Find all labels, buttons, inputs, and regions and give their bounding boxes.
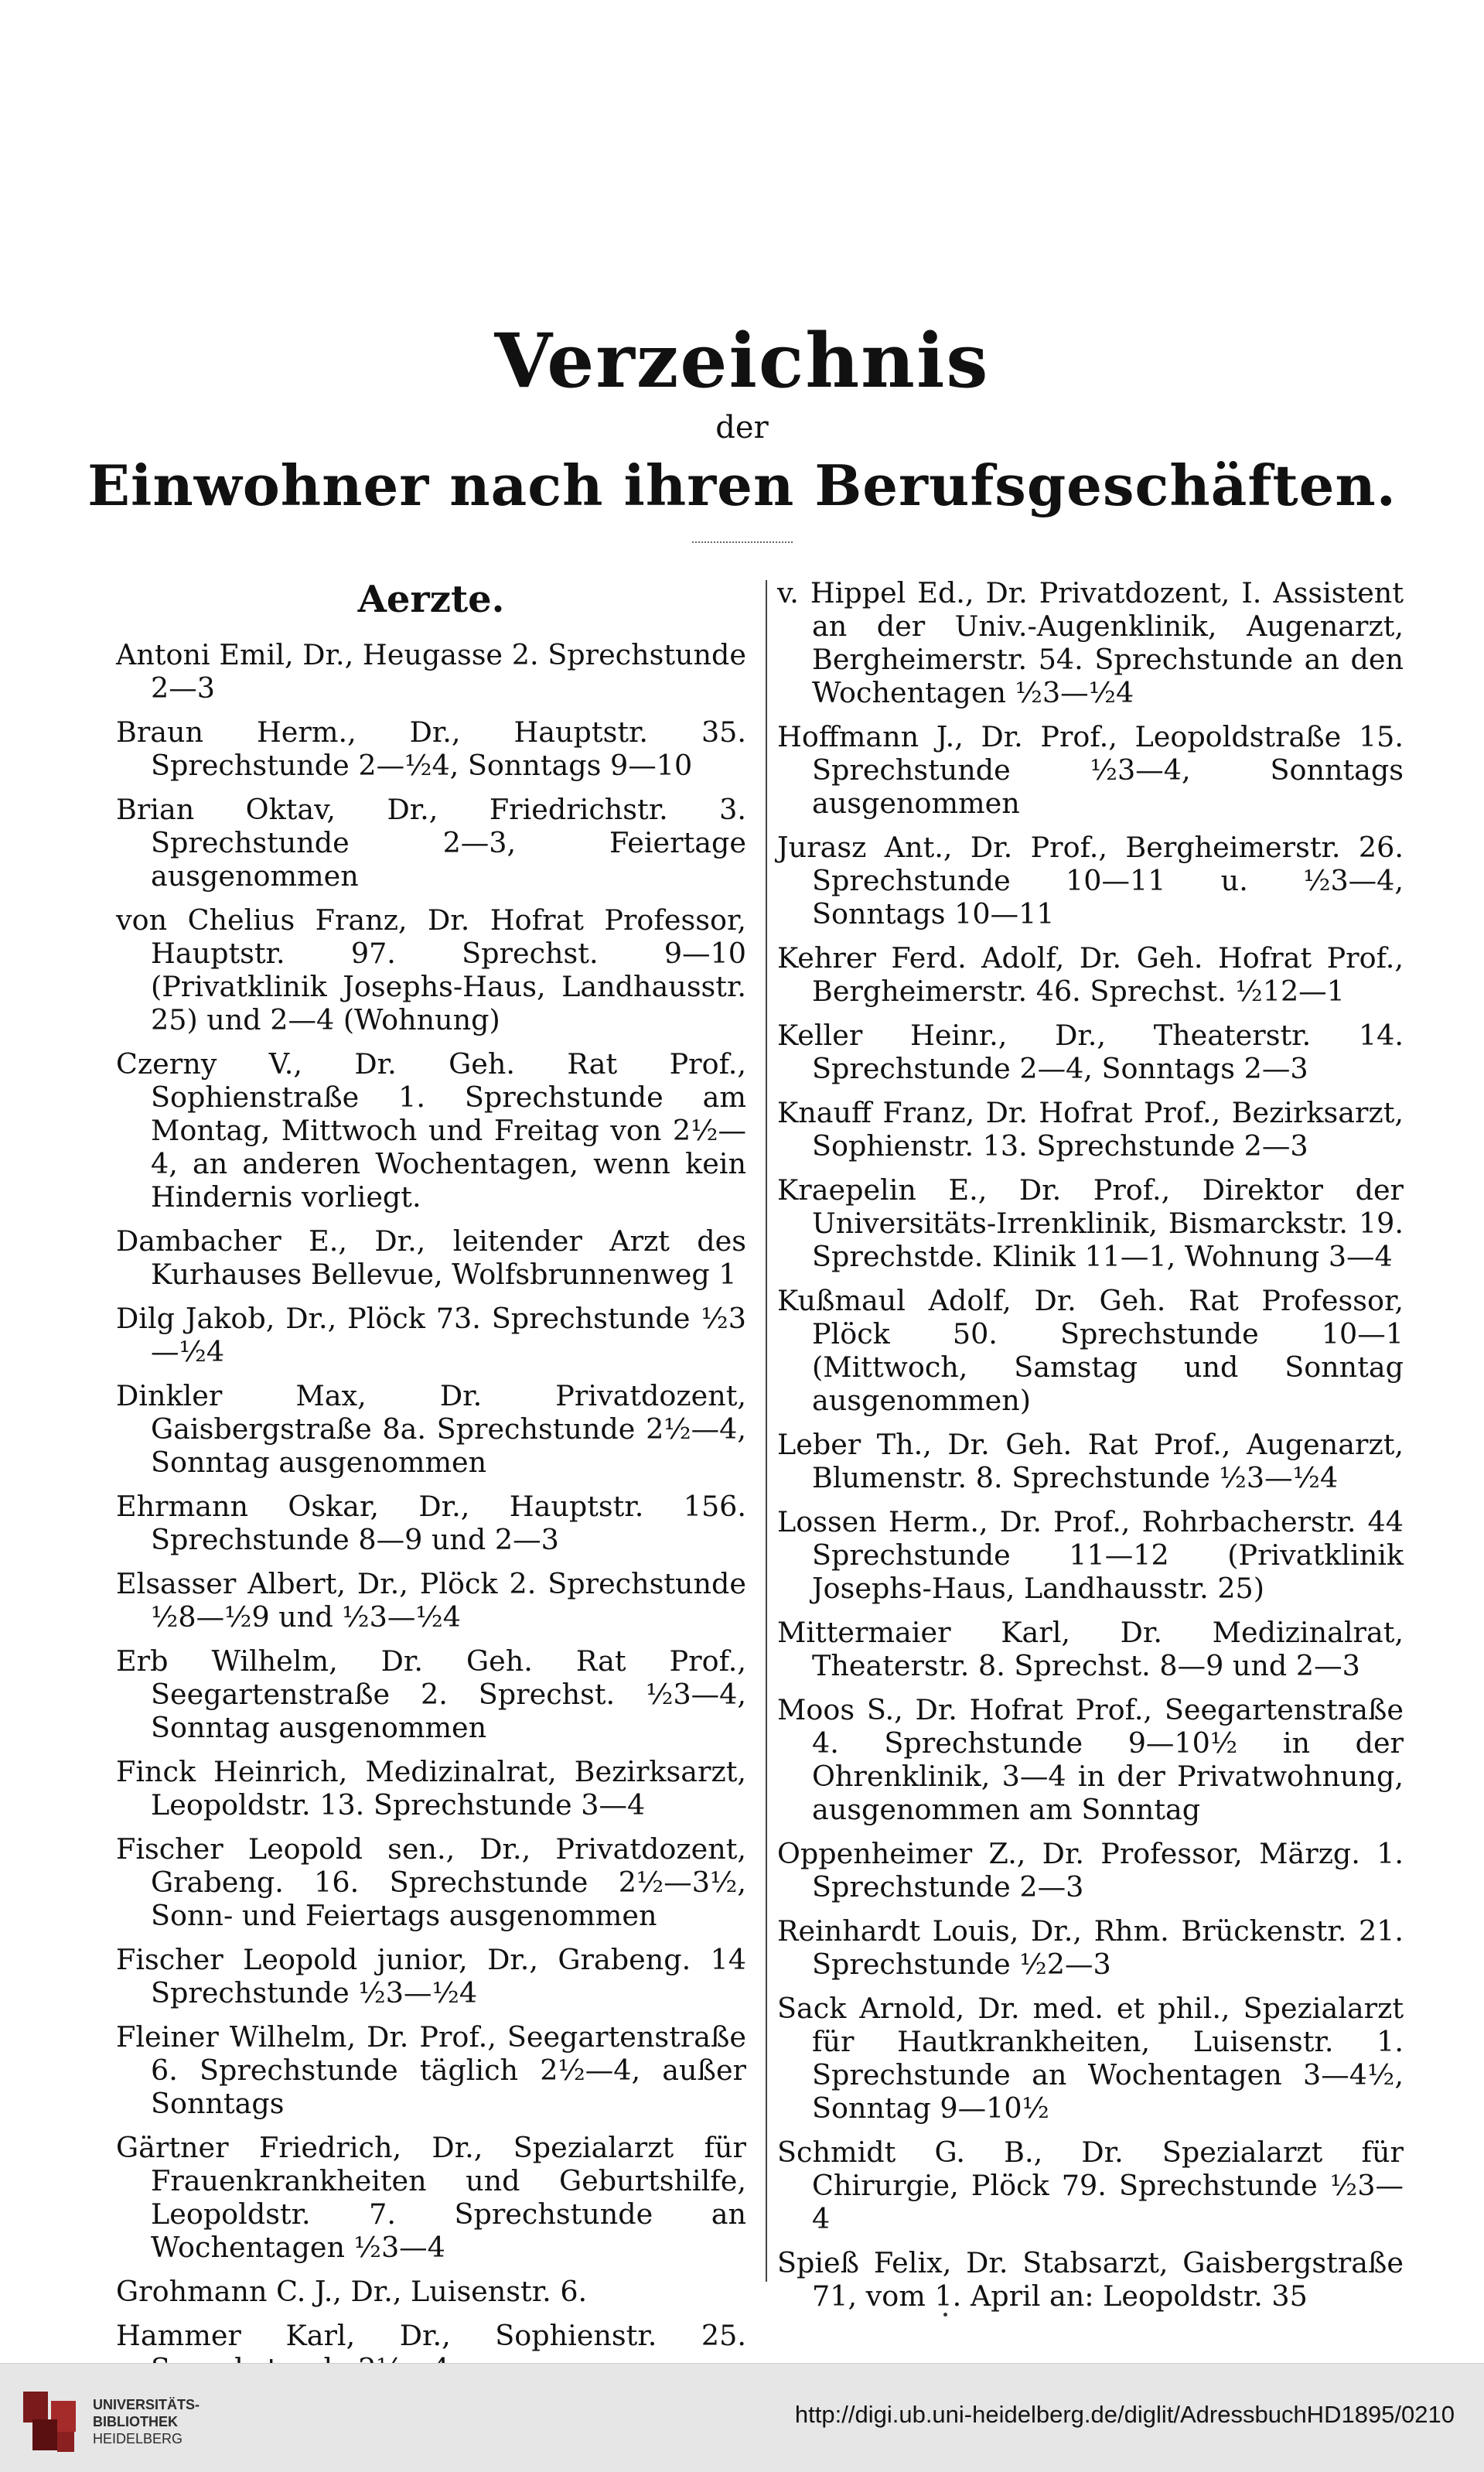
- directory-entry: [116, 903, 746, 1036]
- university-library-logo-icon: [17, 2385, 87, 2459]
- entry-name: Schmidt G. B., Dr.: [777, 2136, 1124, 2169]
- directory-entry: [777, 1992, 1404, 2125]
- entry-details: Plöck 50. Sprechstunde 10—1 (Mittwoch, Samstag und Sonntag ausgenommen): [812, 1317, 1404, 1417]
- entry-details: Heugasse 2. Sprechstunde 2—3: [151, 638, 746, 705]
- entry-name: Reinhardt Louis, Dr.,: [777, 1914, 1082, 1948]
- entry-name: Antoni Emil, Dr.,: [116, 638, 354, 671]
- entry-details: Plöck 2. Sprechstunde ½8—½9 und ½3—½4: [151, 1567, 747, 1634]
- entry-name: Dinkler Max, Dr. Privatdozent,: [116, 1379, 746, 1412]
- entry-details: Märzg. 1. Sprechstunde 2—3: [812, 1837, 1404, 1904]
- entry-name: Ehrmann Oskar, Dr.,: [116, 1490, 470, 1523]
- directory-entry: [777, 1505, 1404, 1605]
- entry-name: Sack Arnold, Dr. med. et phil.,: [777, 1992, 1230, 2025]
- entry-details: Hauptstr. 35. Sprechstunde 2—½4, Sonntags 9—10: [151, 715, 746, 782]
- directory-entry: [777, 720, 1404, 820]
- entry-details: Hauptstr. 156. Sprechstunde 8—9 und 2—3: [151, 1490, 746, 1556]
- entry-name: Grohmann C. J., Dr.,: [116, 2275, 402, 2308]
- directory-entry: [116, 1755, 746, 1822]
- entry-details: Bergheimerstr. 46. Sprechst. ½12—1: [812, 975, 1345, 1008]
- directory-entry: [777, 1173, 1404, 1273]
- entry-name: Knauff Franz, Dr. Hofrat Prof.,: [777, 1096, 1221, 1129]
- entry-details: Bergheimerstr. 26. Sprechstunde 10—11 u. ½3—4, Sonntags 10—11: [812, 831, 1404, 930]
- entry-details: Sophienstraße 1. Sprechstunde am Montag, Mittwoch und Freitag von 2½—4, an anderen Wochentagen, wenn kein Hindernis vorliegt.: [151, 1081, 746, 1214]
- directory-entry: [777, 1693, 1404, 1826]
- directory-entry: [777, 1428, 1404, 1494]
- entry-details: Grabeng. 14 Sprechstunde ½3—½4: [151, 1943, 747, 2009]
- entry-name: Finck Heinrich,: [116, 1755, 348, 1788]
- directory-entry: [116, 2020, 746, 2120]
- entry-name: Kehrer Ferd. Adolf, Dr. Geh. Hofrat Prof.,: [777, 941, 1404, 975]
- directory-entry: [116, 1943, 746, 2009]
- footer-bar: [0, 2363, 1484, 2472]
- entry-name: v. Hippel Ed., Dr.: [777, 576, 1028, 609]
- entry-name: Dambacher E., Dr.,: [116, 1224, 426, 1258]
- entry-details: Augenarzt, Blumenstr. 8. Sprechstunde ½3—½4: [812, 1428, 1404, 1494]
- directory-entry: [116, 638, 746, 705]
- page-subtitle-small: der: [715, 410, 769, 446]
- directory-entry: [116, 793, 746, 893]
- entry-details: Rohrbacherstr. 44 Sprechstunde 11—12 (Privatklinik Josephs-Haus, Landhausstr. 25): [812, 1505, 1404, 1605]
- entry-name: Gärtner Friedrich, Dr.,: [116, 2131, 483, 2164]
- page-subtitle: Einwohner nach ihren Berufsgeschäften.: [87, 452, 1397, 518]
- entry-name: Hammer Karl, Dr.,: [116, 2319, 451, 2352]
- directory-entry: [777, 1837, 1404, 1904]
- left-entry-list: [116, 638, 746, 2385]
- entry-details: Bezirksarzt, Sophienstr. 13. Sprechstunde 2—3: [812, 1096, 1404, 1163]
- directory-entry: [116, 715, 746, 782]
- entry-details: Luisenstr. 6.: [411, 2275, 588, 2308]
- entry-name: Kraepelin E., Dr. Prof.,: [777, 1173, 1171, 1207]
- entry-details: Leopoldstraße 15. Sprechstunde ½3—4, Sonntags ausgenommen: [812, 720, 1404, 820]
- right-entry-list: [777, 576, 1404, 2313]
- entry-details: Stabsarzt, Gaisbergstraße 71, vom 1. April an: Leopoldstr. 35: [812, 2246, 1404, 2313]
- directory-entry: [777, 2136, 1404, 2235]
- entry-name: Braun Herm., Dr.,: [116, 715, 461, 749]
- directory-entry: [777, 1914, 1404, 1981]
- entry-name: Mittermaier Karl, Dr.: [777, 1616, 1162, 1649]
- directory-entry: [777, 831, 1404, 930]
- directory-entry: [116, 1644, 746, 1744]
- entry-name: Hoffmann J., Dr. Prof.,: [777, 720, 1117, 753]
- entry-details: Spezialarzt für Hautkrankheiten, Luisenstr. 1. Sprechstunde an Wochentagen 3—4½, Sonntag 9—10½: [812, 1992, 1404, 2125]
- entry-details: Plöck 73. Sprechstunde ½3—½4: [151, 1302, 746, 1368]
- entry-details: leitender Arzt des Kurhauses Bellevue, Wolfsbrunnenweg 1: [151, 1224, 746, 1291]
- entry-details: Privatdozent, Grabeng. 16. Sprechstunde 2½—3½, Sonn- und Feiertags ausgenommen: [151, 1832, 746, 1932]
- directory-entry: [777, 1096, 1404, 1163]
- entry-name: von Chelius Franz, Dr. Hofrat Professor,: [116, 903, 746, 937]
- entry-details: Spezialarzt für Frauenkrankheiten und Geburtshilfe, Leopoldstr. 7. Sprechstunde an Wochentagen ½3—4: [151, 2131, 746, 2264]
- directory-entry: [116, 1832, 746, 1932]
- directory-entry: [116, 2275, 746, 2308]
- entry-details: Rhm. Brückenstr. 21. Sprechstunde ½2—3: [812, 1914, 1404, 1981]
- entry-details: Friedrichstr. 3. Sprechstunde 2—3, Feiertage ausgenommen: [151, 793, 746, 893]
- entry-details: Seegartenstraße 2. Sprechst. ½3—4, Sonntag ausgenommen: [151, 1678, 746, 1744]
- entry-details: Gaisbergstraße 8a. Sprechstunde 2½—4, Sonntag ausgenommen: [151, 1412, 746, 1479]
- right-column: [777, 576, 1404, 2323]
- directory-entry: [777, 1019, 1404, 1085]
- directory-entry: [116, 1047, 746, 1214]
- entry-details: Seegartenstraße 6. Sprechstunde täglich 2½—4, außer Sonntags: [151, 2020, 746, 2120]
- entry-name: Moos S., Dr. Hofrat Prof.,: [777, 1693, 1153, 1726]
- directory-entry: [777, 1284, 1404, 1417]
- entry-details: Direktor der Universitäts-Irrenklinik, Bismarckstr. 19. Sprechstde. Klinik 11—1, Wohnung 3—4: [812, 1173, 1404, 1273]
- entry-name: Dilg Jakob, Dr.,: [116, 1302, 337, 1335]
- entry-name: Keller Heinr., Dr.,: [777, 1019, 1107, 1052]
- library-name-line-1: UNIVERSITÄTS-: [93, 2397, 200, 2412]
- directory-entry: [777, 941, 1404, 1008]
- entry-name: Fleiner Wilhelm, Dr. Prof.,: [116, 2020, 496, 2054]
- entry-name: Brian Oktav, Dr.,: [116, 793, 438, 826]
- column-divider: [766, 580, 767, 2282]
- entry-name: Lossen Herm., Dr. Prof.,: [777, 1505, 1131, 1538]
- entry-details: Theaterstr. 14. Sprechstunde 2—4, Sonntags 2—3: [812, 1019, 1404, 1085]
- entry-name: Elsasser Albert, Dr.,: [116, 1567, 408, 1600]
- left-column: [116, 576, 746, 2396]
- directory-entry: [116, 1224, 746, 1291]
- library-name: [93, 2396, 200, 2447]
- directory-entry: [116, 2131, 746, 2264]
- entry-name: Czerny V., Dr. Geh. Rat Prof.,: [116, 1047, 746, 1081]
- print-speck: [943, 2313, 947, 2317]
- entry-details: Medizinalrat, Theaterstr. 8. Sprechst. 8—9 und 2—3: [812, 1616, 1404, 1682]
- library-name-line-2: BIBLIOTHEK: [93, 2414, 178, 2429]
- entry-name: Oppenheimer Z., Dr. Professor,: [777, 1837, 1243, 1870]
- directory-entry: [777, 1616, 1404, 1682]
- entry-details: Sophienstr. 25.: [495, 2319, 746, 2352]
- entry-details: Privatdozent, I. Assistent an der Univ.-Augenklinik, Augenarzt, Bergheimerstr. 54. Sprechstunde an den Wochentagen ½3—½4: [812, 576, 1404, 709]
- library-name-line-3: HEIDELBERG: [93, 2431, 183, 2446]
- section-heading: Aerzte.: [357, 578, 505, 621]
- entry-details: Medizinalrat, Bezirksarzt, Leopoldstr. 13. Sprechstunde 3—4: [151, 1755, 746, 1822]
- title-ornament-rule: [692, 541, 793, 543]
- page-title: Verzeichnis: [494, 317, 990, 405]
- entry-details: Spezialarzt für Chirurgie, Plöck 79. Sprechstunde ½3—4: [812, 2136, 1404, 2235]
- entry-name: Kußmaul Adolf, Dr. Geh. Rat Professor,: [777, 1284, 1404, 1317]
- directory-entry: [116, 1490, 746, 1556]
- entry-name: Fischer Leopold junior, Dr.,: [116, 1943, 538, 1976]
- directory-entry: [777, 576, 1404, 709]
- entry-name: Jurasz Ant., Dr. Prof.,: [777, 831, 1107, 864]
- entry-details: Hauptstr. 97. Sprechst. 9—10 (Privatklinik Josephs-Haus, Landhausstr. 25) und 2—4 (Wohnung): [151, 937, 746, 1036]
- directory-entry: [116, 1302, 746, 1368]
- directory-entry: [777, 2246, 1404, 2313]
- entry-details: Seegartenstraße 4. Sprechstunde 9—10½ in der Ohrenklinik, 3—4 in der Privatwohnung, ausgenommen am Sonntag: [812, 1693, 1404, 1826]
- directory-entry: [116, 1567, 746, 1634]
- directory-entry: [116, 1379, 746, 1479]
- entry-name: Fischer Leopold sen., Dr.,: [116, 1832, 531, 1866]
- source-url-link[interactable]: http://digi.ub.uni-heidelberg.de/diglit/AdressbuchHD1895/0210: [794, 2401, 1455, 2428]
- entry-name: Spieß Felix, Dr.: [777, 2246, 1008, 2279]
- entry-name: Erb Wilhelm, Dr. Geh. Rat Prof.,: [116, 1644, 746, 1678]
- entry-name: Leber Th., Dr. Geh. Rat Prof.,: [777, 1428, 1231, 1461]
